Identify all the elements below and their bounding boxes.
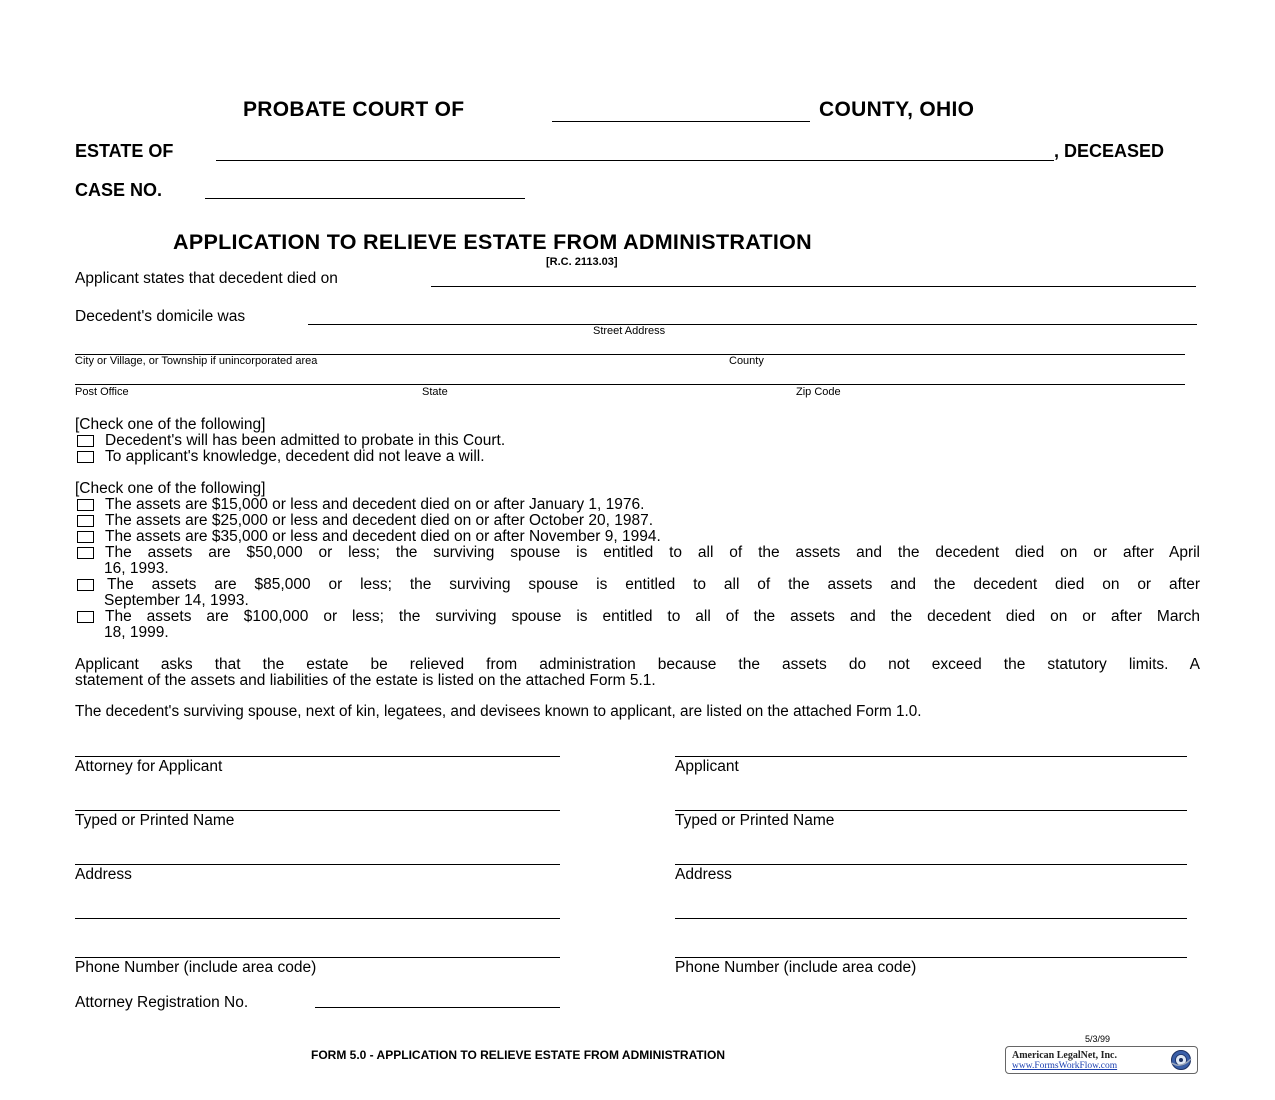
- assets-option-label: [105, 609, 1200, 625]
- assets-option-continuation: 18, 1999.: [104, 624, 169, 641]
- no-will-checkbox[interactable]: [77, 451, 94, 463]
- assets-100000-checkbox[interactable]: [77, 611, 94, 623]
- court-suffix: COUNTY, OHIO: [819, 98, 975, 121]
- globe-icon: [1170, 1049, 1192, 1071]
- relief-request-line: Applicant asks that the estate be relieved from administration because the assets do not exceed the statutory limits. A: [75, 656, 1200, 673]
- form-date: 5/3/99: [1085, 1034, 1111, 1044]
- form-title: APPLICATION TO RELIEVE ESTATE FROM ADMINISTRATION: [173, 230, 812, 254]
- relief-request-paragraph: [75, 657, 1200, 673]
- applicant-address-label: Address: [675, 866, 732, 883]
- attorney-address-line[interactable]: [75, 864, 560, 865]
- attorney-title-label: Attorney for Applicant: [75, 758, 223, 775]
- logo-url-link[interactable]: www.FormsWorkFlow.com: [1012, 1061, 1118, 1071]
- county-name-field[interactable]: [552, 121, 810, 122]
- assets-option-line: The assets are $100,000 or less; the surviving spouse is entitled to all of the assets and the decedent died on or after March: [105, 608, 1200, 625]
- case-number-field[interactable]: [205, 198, 525, 199]
- will-instruction: [Check one of the following]: [75, 416, 266, 433]
- city-caption: City or Village, or Township if unincorporated area: [75, 355, 318, 367]
- applicant-signature-line[interactable]: [675, 756, 1187, 757]
- assets-85000-checkbox[interactable]: [77, 579, 94, 591]
- domicile-label: Decedent's domicile was: [75, 308, 246, 325]
- assets-option-label: The assets are $15,000 or less and decedent died on or after January 1, 1976.: [105, 496, 645, 513]
- assets-option-label: [105, 545, 1200, 561]
- date-of-death-field[interactable]: [431, 286, 1196, 287]
- assets-50000-checkbox[interactable]: [77, 547, 94, 559]
- attorney-address-line-2[interactable]: [75, 918, 560, 919]
- attorney-phone-label: Phone Number (include area code): [75, 959, 317, 976]
- applicant-phone-line[interactable]: [675, 957, 1187, 958]
- attorney-name-line[interactable]: [75, 810, 560, 811]
- assets-35000-checkbox[interactable]: [77, 531, 94, 543]
- relief-request-line: statement of the assets and liabilities of the estate is listed on the attached Form 5.1.: [75, 672, 656, 689]
- will-admitted-checkbox[interactable]: [77, 435, 94, 447]
- zip-code-caption: Zip Code: [796, 386, 841, 398]
- assets-option-label: The assets are $25,000 or less and decedent died on or after October 20, 1987.: [105, 512, 654, 529]
- applicant-title-label: Applicant: [675, 758, 739, 775]
- assets-option-line: The assets are $50,000 or less; the surviving spouse is entitled to all of the assets and the decedent died on or after April: [105, 544, 1200, 561]
- next-of-kin-paragraph: The decedent's surviving spouse, next of kin, legatees, and devisees known to applicant, are listed on the attached Form 1.0.: [75, 703, 922, 720]
- assets-25000-checkbox[interactable]: [77, 515, 94, 527]
- county-caption: County: [729, 355, 764, 367]
- died-on-label: Applicant states that decedent died on: [75, 270, 338, 287]
- attorney-name-label: Typed or Printed Name: [75, 812, 235, 829]
- applicant-name-label: Typed or Printed Name: [675, 812, 835, 829]
- case-number-label: CASE NO.: [75, 180, 163, 200]
- attorney-phone-line[interactable]: [75, 957, 560, 958]
- street-address-caption: Street Address: [593, 325, 666, 337]
- attorney-address-label: Address: [75, 866, 132, 883]
- americanlegalnet-logo[interactable]: [1005, 1046, 1198, 1074]
- estate-label: ESTATE OF: [75, 141, 174, 161]
- assets-instruction: [Check one of the following]: [75, 480, 266, 497]
- attorney-signature-line[interactable]: [75, 756, 560, 757]
- will-option-label: To applicant's knowledge, decedent did not leave a will.: [105, 448, 485, 465]
- applicant-address-line-2[interactable]: [675, 918, 1187, 919]
- post-office-state-zip-field[interactable]: [75, 384, 1185, 385]
- deceased-label: , DECEASED: [1054, 141, 1165, 161]
- will-option-label: Decedent's will has been admitted to probate in this Court.: [105, 432, 506, 449]
- assets-option-continuation: September 14, 1993.: [104, 592, 249, 609]
- street-address-field[interactable]: [308, 324, 1197, 325]
- attorney-registration-label: Attorney Registration No.: [75, 994, 249, 1011]
- post-office-caption: Post Office: [75, 386, 129, 398]
- footer-form-name: FORM 5.0 - APPLICATION TO RELIEVE ESTATE FROM ADMINISTRATION: [311, 1048, 726, 1062]
- applicant-address-line[interactable]: [675, 864, 1187, 865]
- assets-option-line: The assets are $85,000 or less; the surviving spouse is entitled to all of the assets and the decedent died on or after: [107, 576, 1200, 593]
- logo-company-name: American LegalNet, Inc.: [1012, 1050, 1117, 1061]
- assets-option-label: The assets are $35,000 or less and decedent died on or after November 9, 1994.: [105, 528, 661, 545]
- assets-option-label: [107, 577, 1200, 593]
- court-prefix: PROBATE COURT OF: [243, 98, 465, 121]
- assets-15000-checkbox[interactable]: [77, 499, 94, 511]
- applicant-name-line[interactable]: [675, 810, 1187, 811]
- state-caption: State: [422, 386, 448, 398]
- assets-option-continuation: 16, 1993.: [104, 560, 169, 577]
- statute-reference: [R.C. 2113.03]: [546, 256, 618, 268]
- estate-name-field[interactable]: [216, 160, 1054, 161]
- attorney-registration-field[interactable]: [315, 1007, 560, 1008]
- applicant-phone-label: Phone Number (include area code): [675, 959, 917, 976]
